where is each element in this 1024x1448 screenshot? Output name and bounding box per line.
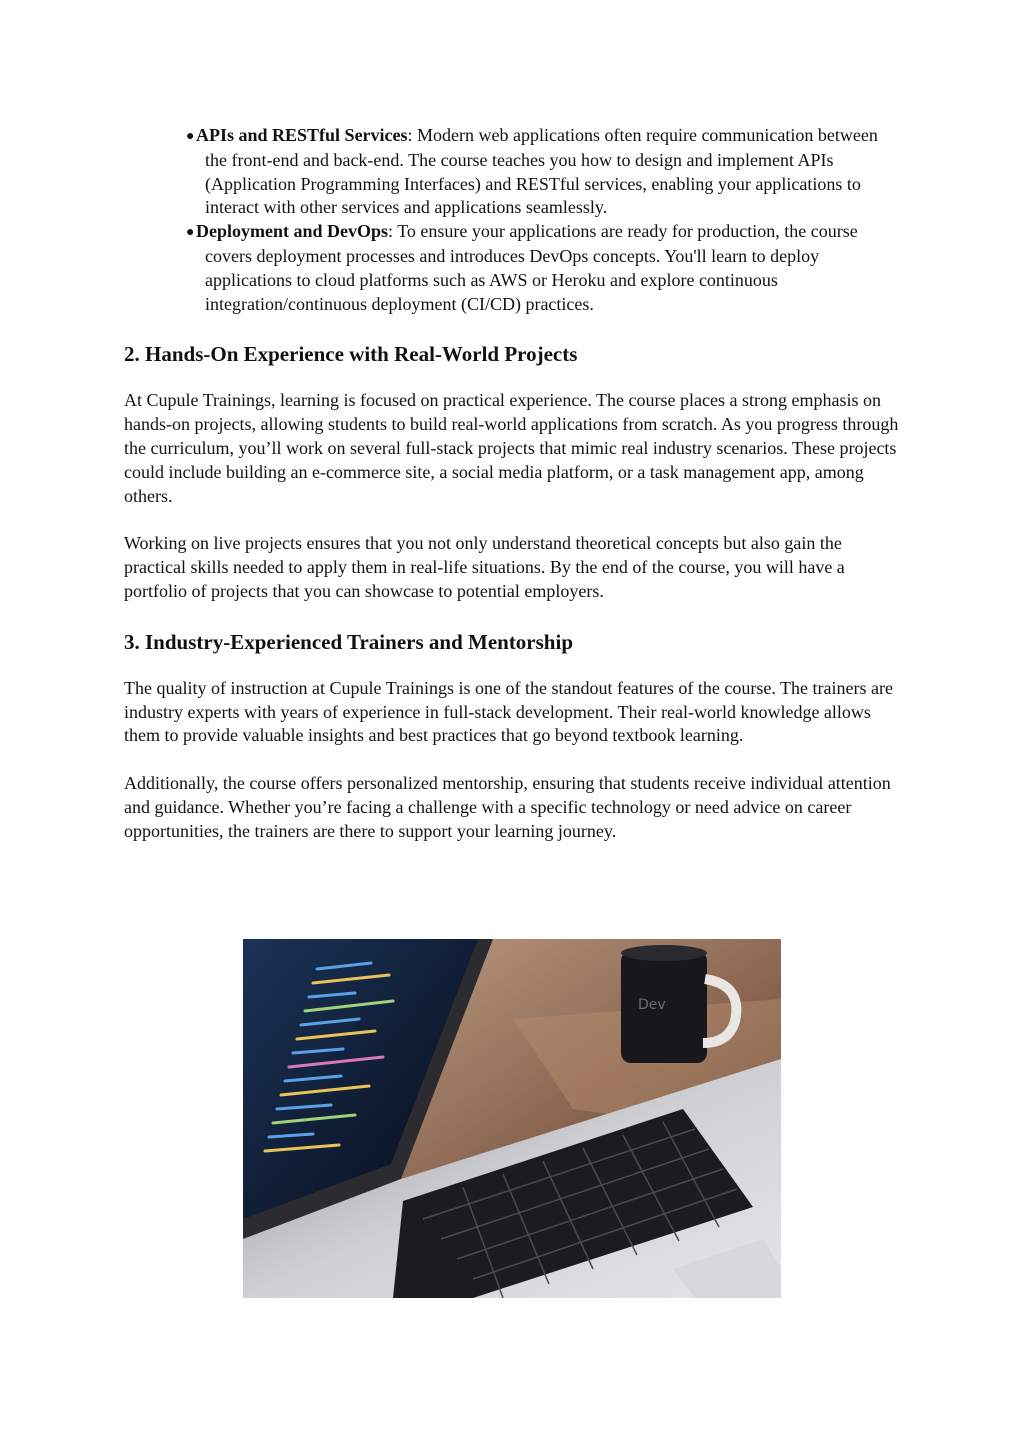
- laptop-photo: [243, 939, 781, 1298]
- paragraph: The quality of instruction at Cupule Trainings is one of the standout features of the course. The trainers are industry experts with years of experience in full-stack development. Their real-world knowledge allows them to provide valuable insights and best practices that go beyond textbook learning.: [124, 677, 893, 746]
- section-heading-trainers: 3. Industry-Experienced Trainers and Mentorship: [124, 629, 573, 654]
- svg-text:Dev: Dev: [638, 997, 666, 1013]
- list-item: [124, 220, 904, 316]
- list-item: [124, 124, 904, 220]
- feature-list: [124, 124, 904, 316]
- paragraph: Additionally, the course offers personalized mentorship, ensuring that students receive individual attention and guidance. Whether you’re facing a challenge with a specific technology or need advice on career opportunities, the trainers are there to support your learning journey.: [124, 773, 891, 841]
- list-item-text: : To ensure your applications are ready for production, the course covers deployment processes and introduces DevOps concepts. You'll learn to deploy applications to cloud platforms such as AWS or Heroku and explore continuous integration/continuous deployment (CI/CD) practices.: [205, 221, 858, 314]
- paragraph: At Cupule Trainings, learning is focused on practical experience. The course places a strong emphasis on hands-on projects, allowing students to build real-world applications from scratch. As you progress through the curriculum, you’ll work on several full-stack projects that mimic real industry scenarios. These projects could include building an e-commerce site, a social media platform, or a task management app, among others.: [124, 390, 899, 506]
- document-page: [124, 124, 904, 844]
- list-item-label: Deployment and DevOps: [196, 221, 389, 242]
- list-item-text: : Modern web applications often require communication between the front-end and back-end. The course teaches you how to design and implement APIs (Application Programming Interfaces) and RESTful services, enabling your applications to interact with other services and applications seamlessly.: [205, 125, 878, 218]
- paragraph: Working on live projects ensures that you not only understand theoretical concepts but also gain the practical skills needed to apply them in real-life situations. By the end of the course, you will have a portfolio of projects that you can showcase to potential employers.: [124, 533, 845, 601]
- list-item-label: APIs and RESTful Services: [196, 125, 408, 145]
- section-heading-hands-on: 2. Hands-On Experience with Real-World Projects: [124, 342, 578, 367]
- laptop-illustration: [243, 939, 781, 1298]
- bullet-icon: ●: [186, 129, 195, 144]
- bullet-icon: ●: [186, 225, 195, 241]
